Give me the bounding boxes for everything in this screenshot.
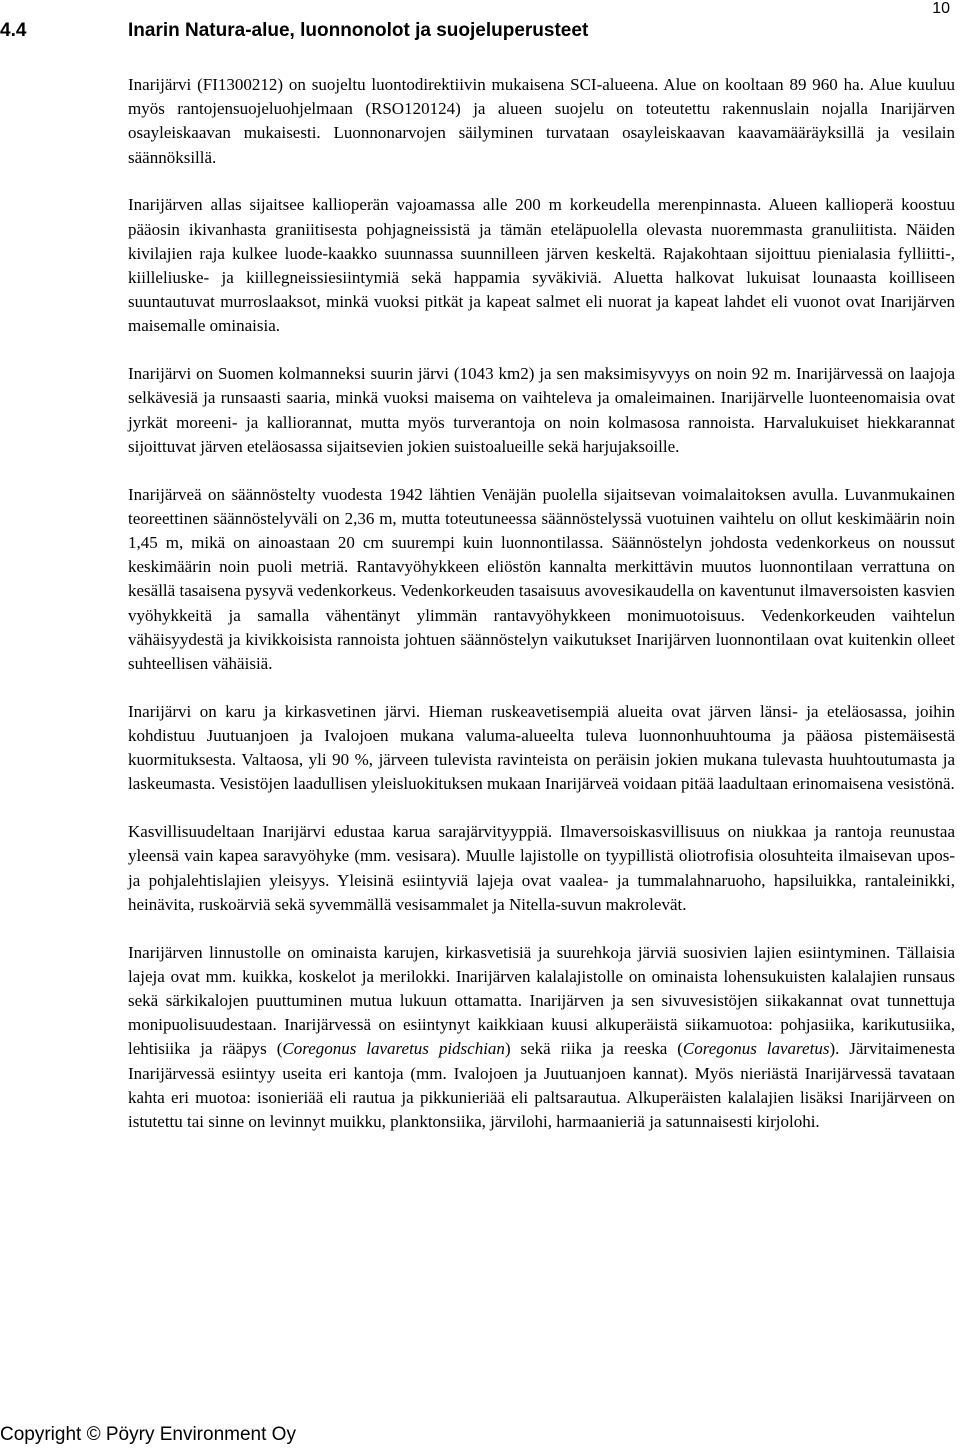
paragraph-text: Inarijärvi on Suomen kolmanneksi suurin järvi (1043 km2) ja sen maksimisyvyys on noin 92 m. Inarijärvessä on laajoja selkävesiä ja runsaasti saaria, minkä vuoksi maisema on vaihteleva ja omaleimainen. Inarijärvelle luonteenomaisia ovat jyrkät moreeni- ja kalliorannat, mutta myös turverantoja on noin kolmasosa rannoista. Harvalukuiset hiekkarannat sijoittuvat järven eteläosassa sijaitsevien jokien suistoalueille sekä harjujaksoille. <box>128 364 955 456</box>
section-number: 4.4 <box>0 20 27 41</box>
paragraph-text: ). Järvitaimenesta Inarijärvessä esiintyy useita eri kantoja (mm. Ivalojoen ja Juutuanjoen kannat). Myös nieriästä Inarijärvessä tavataan kahta eri muotoa: isonieriää eli rautua ja pikkunieriää eli paltsarautua. Alkuperäisten kalalajien lisäksi Inarijärveen on istutettu tai sinne on levinnyt muikku, planktonsiika, järvilohi, harmaanieriä ja satunnaisesti kirjolohi. <box>128 1039 955 1132</box>
page-number: 10 <box>932 0 950 17</box>
section-heading <box>0 18 588 44</box>
paragraph-text: Inarijärven linnustolle on ominaista karujen, kirkasvetisiä ja suurehkoja järviä suosivien lajien esiintyminen. Tällaisia lajeja ovat mm. kuikka, koskelot ja merilokki. Inarijärven kalalajistolle on ominaista lohensukuisten kalalajien runsaus sekä särkikalojen puuttuminen mutua lukuun ottamatta. Inarijärven ja sen sivuvesistöjen siikakannat ovat tunnettuja monipuolisuudestaan. Inarijärvessä on esiintynyt kaikkiaan kuusi alkuperäistä siikamuotoa: pohjasiika, karikutusiika, lehtisiika ja rääpys ( <box>128 942 955 1059</box>
paragraph-text: Inarijärvi on karu ja kirkasvetinen järvi. Hieman ruskeavetisempiä alueita ovat järven länsi- ja eteläosassa, joihin kohdistuu Juutuanjoen ja Ivalojoen mukana valuma-alueelta tuleva luonnonhuuhtouma ja pääosa pistemäisestä kuormituksesta. Valtaosa, yli 90 %, järveen tulevista ravinteista on peräisin jokien mukana tulevasta huuhtoutumasta ja laskeumasta. Vesistöjen laadullisen yleisluokituksen mukaan Inarijärveä voidaan pitää laadultaan erinomaisena vesistönä. <box>128 701 955 794</box>
paragraph <box>128 820 955 917</box>
paragraph <box>128 193 955 338</box>
section-title: Inarin Natura-alue, luonnonolot ja suojeluperusteet <box>128 20 589 41</box>
body-text <box>128 73 955 1134</box>
species-name: Coregonus lavaretus pidschian <box>282 1039 505 1059</box>
footer-copyright: Copyright © Pöyry Environment Oy <box>0 1424 296 1445</box>
paragraph <box>128 941 955 1135</box>
paragraph <box>128 700 955 797</box>
paragraph-text: ) sekä riika ja reeska ( <box>504 1039 683 1059</box>
species-name: Coregonus lavaretus <box>682 1039 830 1059</box>
paragraph <box>128 73 955 170</box>
paragraph <box>128 362 955 459</box>
paragraph-text: Inarijärvi (FI1300212) on suojeltu luontodirektiivin mukaisena SCI-alueena. Alue on kooltaan 89 960 ha. Alue kuuluu myös rantojensuojeluohjelmaan (RSO120124) ja alueen suojelu on toteutettu rakennuslain nojalla Inarijärven osayleiskaavan mukaisesti. Luonnonarvojen säilyminen turvataan osayleiskaavan kaavamääräyksillä ja vesilain säännöksillä. <box>128 75 955 167</box>
paragraph <box>128 483 955 677</box>
paragraph-text: Inarijärveä on säännöstelty vuodesta 1942 lähtien Venäjän puolella sijaitsevan voimalaitoksen avulla. Luvanmukainen teoreettinen säännöstelyväli on 2,36 m, mutta toteutuneessa säännöstelyssä vuotuinen vaihtelu on ollut keskimäärin noin 1,45 m, mikä on ainoastaan 20 cm suurempi kuin luonnontilassa. Säännöstelyn johdosta vedenkorkeus on noussut keskimäärin noin puoli metriä. Rantavyöhykkeen eliöstön kannalta merkittävin muutos luonnontilaan verrattuna on kesällä tasaisena pysyvä vedenkorkeus. Vedenkorkeuden tasaisuus avovesikaudella on kaventunut ilmaversoisten kasvien vyöhykkeitä ja samalla vähentänyt ylimmän rantavyöhykkeen monimuotoisuus. Vedenkorkeuden vaihtelun vähäisyydestä ja kivikkoisista rannoista johtuen säännöstelyn vaikutukset Inarijärven luonnontilaan ovat kuitenkin olleet suhteellisen vähäisiä. <box>128 484 955 674</box>
paragraph-text: Kasvillisuudeltaan Inarijärvi edustaa karua sarajärvityyppiä. Ilmaversoiskasvillisuus on niukkaa ja rantoja reunustaa yleensä vain kapea saravyöhyke (mm. vesisara). Muulle lajistolle on tyypillistä oliotrofisia olosuhteita ilmaisevan upos- ja pohjalehtislajien yleisyys. Yleisinä esiintyviä lajeja ovat vaalea- ja tummalahnaruoho, hapsiluikka, rantaleinikki, heinävita, ruskoärviä sekä syvemmällä vesisammalet ja Nitella-suvun makrolevät. <box>128 822 955 914</box>
paragraph-text: Inarijärven allas sijaitsee kallioperän vajoamassa alle 200 m korkeudella merenpinnasta. Alueen kallioperä koostuu pääosin ikivanhasta graniitisesta pohjagneissistä ja tämän eteläpuolella olevasta nuoremmasta granuliitista. Näiden kivilajien raja kulkee luode-kaakko suunnassa suunnilleen järven keskeltä. Rajakohtaan sijoittuu pienialasia fylliitti-, kiilleliuske- ja kiillegneissiesiintymiä sekä happamia syväkiviä. Aluetta halkovat lukuisat lounaasta koilliseen suuntautuvat murroslaaksot, minkä vuoksi pitkät ja kapeat salmet eli nuorat ja kapeat lahdet eli vuonot ovat Inarijärven maisemalle ominaisia. <box>128 195 955 336</box>
